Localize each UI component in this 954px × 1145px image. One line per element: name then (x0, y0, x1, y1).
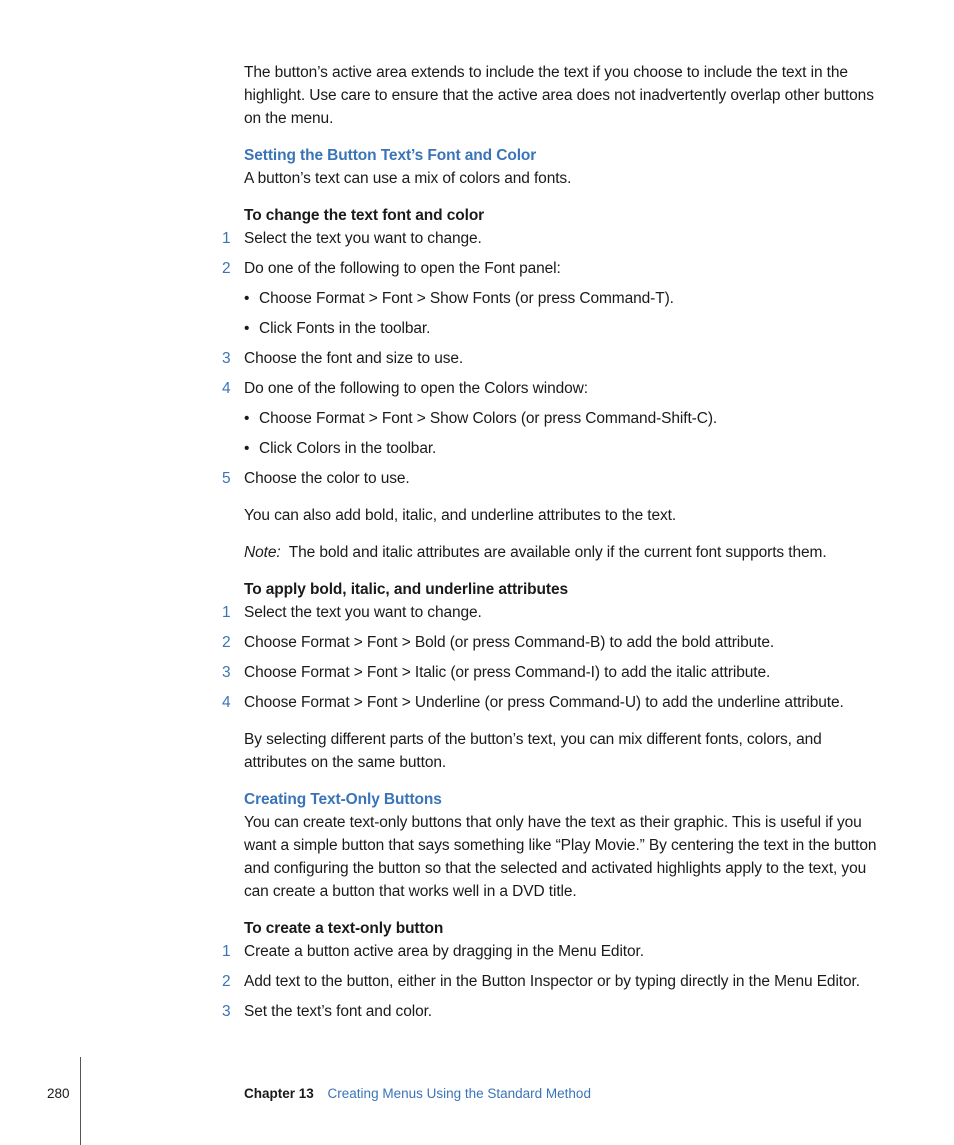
step-item (222, 940, 884, 963)
bullet-item (244, 317, 884, 340)
step-number: 3 (222, 1003, 231, 1020)
step-item (222, 601, 884, 624)
also-paragraph: You can also add bold, italic, and underline attributes to the text. (244, 507, 677, 524)
step-number: 3 (222, 664, 231, 681)
footer-divider (80, 1057, 81, 1145)
step-text: Choose Format > Font > Underline (or press Command-U) to add the underline attribute. (244, 694, 844, 711)
step-text: Select the text you want to change. (244, 604, 482, 621)
spacer (244, 490, 884, 504)
step-item (222, 1000, 884, 1023)
step-text: Create a button active area by dragging in the Menu Editor. (244, 943, 644, 960)
step-text: Do one of the following to open the Font panel: (244, 260, 561, 277)
step-number: 4 (222, 694, 231, 711)
bullet-item (244, 287, 884, 310)
step-number: 4 (222, 380, 231, 397)
task-title: To create a text-only button (244, 920, 444, 937)
closing-paragraph: By selecting different parts of the button’s text, you can mix different fonts, colors, and attributes on the same button. (244, 731, 822, 771)
step-text: Add text to the button, either in the Button Inspector or by typing directly in the Menu Editor. (244, 973, 860, 990)
step-text: Choose Format > Font > Italic (or press Command-I) to add the italic attribute. (244, 664, 771, 681)
step-item (222, 691, 884, 714)
bullet-glyph: • (244, 410, 250, 427)
note-label: Note: (244, 544, 281, 561)
step-number: 2 (222, 260, 231, 277)
step-text: Set the text’s font and color. (244, 1003, 433, 1020)
bullet-item (244, 407, 884, 430)
step-item (222, 970, 884, 993)
section-body: You can create text-only buttons that only have the text as their graphic. This is useful if you want a simple button that says something like “Play Movie.” By centering the text in the button and configuring the button so that the selected and activated highlights apply to the text, you can create a button that works well in a DVD title. (244, 814, 877, 900)
bullet-text: Click Colors in the toolbar. (259, 440, 437, 457)
step-text: Choose the color to use. (244, 470, 410, 487)
section-heading-text-only: Creating Text-Only Buttons (244, 791, 442, 808)
step-item (222, 227, 884, 250)
bullet-text: Choose Format > Font > Show Fonts (or press Command-T). (259, 290, 674, 307)
spacer (244, 714, 884, 728)
section-body: A button’s text can use a mix of colors and fonts. (244, 170, 572, 187)
step-number: 1 (222, 943, 231, 960)
page-content (222, 61, 884, 1023)
note-text: The bold and italic attributes are available only if the current font supports them. (288, 544, 827, 561)
page-number: 280 (47, 1086, 70, 1101)
bullet-glyph: • (244, 290, 250, 307)
bullet-item (244, 437, 884, 460)
chapter-title: Creating Menus Using the Standard Method (327, 1086, 591, 1101)
step-number: 2 (222, 634, 231, 651)
step-text: Choose Format > Font > Bold (or press Command-B) to add the bold attribute. (244, 634, 775, 651)
task-title: To change the text font and color (244, 207, 485, 224)
bullet-text: Choose Format > Font > Show Colors (or press Command-Shift-C). (259, 410, 718, 427)
chapter-label: Chapter 13 (244, 1086, 314, 1101)
note-paragraph (244, 541, 884, 564)
step-item (222, 661, 884, 684)
step-item (222, 631, 884, 654)
step-number: 2 (222, 973, 231, 990)
bullet-glyph: • (244, 440, 250, 457)
step-item (222, 347, 884, 370)
step-item (222, 377, 884, 400)
bullet-glyph: • (244, 320, 250, 337)
intro-paragraph: The button’s active area extends to include the text if you choose to include the text in the highlight. Use care to ensure that the active area does not inadvertently overlap other buttons on the menu. (244, 64, 874, 127)
step-number: 1 (222, 230, 231, 247)
step-item (222, 257, 884, 280)
step-number: 1 (222, 604, 231, 621)
step-text: Select the text you want to change. (244, 230, 482, 247)
step-text: Choose the font and size to use. (244, 350, 464, 367)
task-title: To apply bold, italic, and underline attributes (244, 581, 568, 598)
step-number: 3 (222, 350, 231, 367)
step-text: Do one of the following to open the Colors window: (244, 380, 588, 397)
section-heading-font-color: Setting the Button Text’s Font and Color (244, 147, 537, 164)
step-number: 5 (222, 470, 231, 487)
chapter-footer (244, 1086, 591, 1101)
step-item (222, 467, 884, 490)
bullet-text: Click Fonts in the toolbar. (259, 320, 431, 337)
